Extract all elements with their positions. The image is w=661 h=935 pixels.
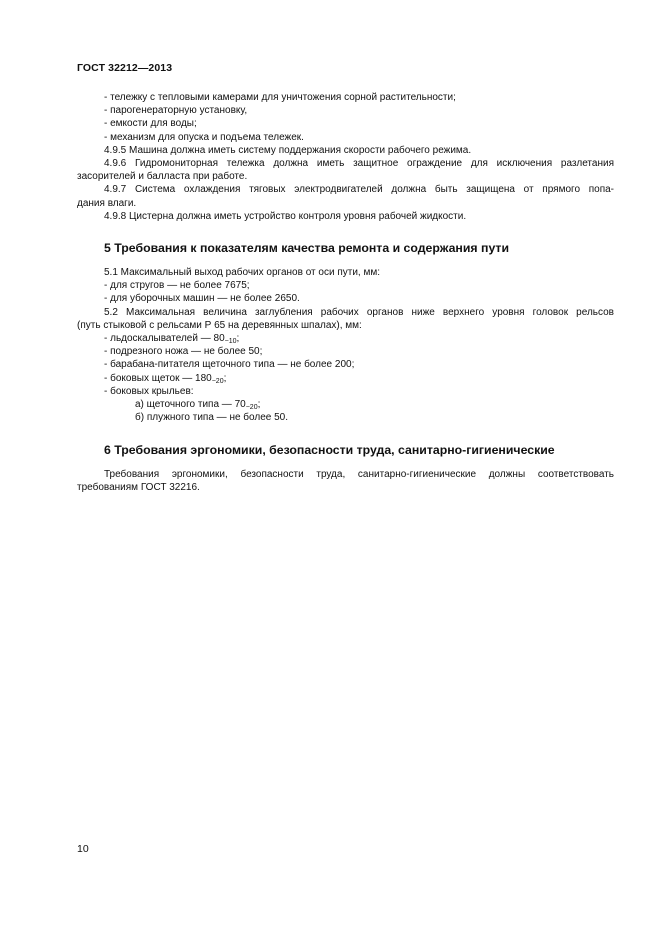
side-brushes-tolerance: −20 [211,377,224,385]
side-brushes-end: ; [223,372,227,384]
brush-type-text: а) щеточного типа — 70 [135,399,246,411]
clause-4-9-6-line1: 4.9.6 Гидромониторная тележка должна иметь защитное ограждение для исключения разлетания [104,158,614,170]
clause-4-9-7-line2: дания влаги. [77,197,137,209]
ice-breakers-end: ; [236,333,240,345]
sub-item-plow-type: б) плужного типа — не более 50. [135,412,289,424]
ice-breakers-tolerance: −10 [224,338,237,346]
section-6-heading: 6 Требования эргономики, безопасности труда, санитарно-гигиенические [104,443,555,457]
clause-4-9-8: 4.9.8 Цистерна должна иметь устройство контроля уровня рабочей жидкости. [104,210,467,222]
clause-4-9-7-line1: 4.9.7 Система охлаждения тяговых электродвигателей должна быть защищена от прямого попа- [104,184,614,196]
brush-type-tolerance: −20 [245,404,258,412]
list-item: - барабана-питателя щеточного типа — не более 200; [104,359,355,371]
section-4-continuation [77,91,614,223]
brush-type-end: ; [257,399,261,411]
document-id: ГОСТ 32212—2013 [77,62,173,74]
list-item-ice-breakers [77,332,614,345]
list-item: - подрезного ножа — не более 50; [104,346,263,358]
list-item: - емкости для воды; [104,118,197,130]
list-item: - для стругов — не более 7675; [104,280,250,292]
clause-4-9-5: 4.9.5 Машина должна иметь систему поддержания скорости рабочего режима. [104,144,472,156]
section-6-text-line2: требованиям ГОСТ 32216. [77,482,200,494]
list-item: - для уборочных машин — не более 2650. [104,293,300,305]
clause-5-1: 5.1 Максимальный выход рабочих органов от оси пути, мм: [104,267,381,278]
section-6-body [77,468,614,494]
sub-item-brush-type [77,398,614,411]
list-item: - тележку с тепловыми камерами для уничтожения сорной растительности; [104,92,456,103]
section-5-heading: 5 Требования к показателям качества ремонта и содержания пути [104,241,510,255]
list-item-side-brushes [77,372,614,385]
list-item: - боковых крыльев: [104,385,194,397]
list-item: - механизм для опуска и подъема тележек. [104,131,304,143]
side-brushes-text: - боковых щеток — 180 [104,372,212,384]
clause-4-9-6-line2: засорителей и балласта при работе. [77,171,248,183]
list-item: - парогенераторную установку, [104,105,248,117]
clause-5-2-line2: (путь стыковой с рельсами Р 65 на деревянных шпалах), мм: [77,319,362,331]
page-number: 10 [77,843,89,855]
clause-5-2-line1: 5.2 Максимальная величина заглубления рабочих органов ниже верхнего уровня головок рельсов [104,306,614,318]
section-6-text-line1: Требования эргономики, безопасности труда, санитарно-гигиенические должны соответствовать [104,469,614,480]
ice-breakers-text: - льдоскалывателей — 80 [104,333,225,345]
section-5-body [77,266,614,424]
